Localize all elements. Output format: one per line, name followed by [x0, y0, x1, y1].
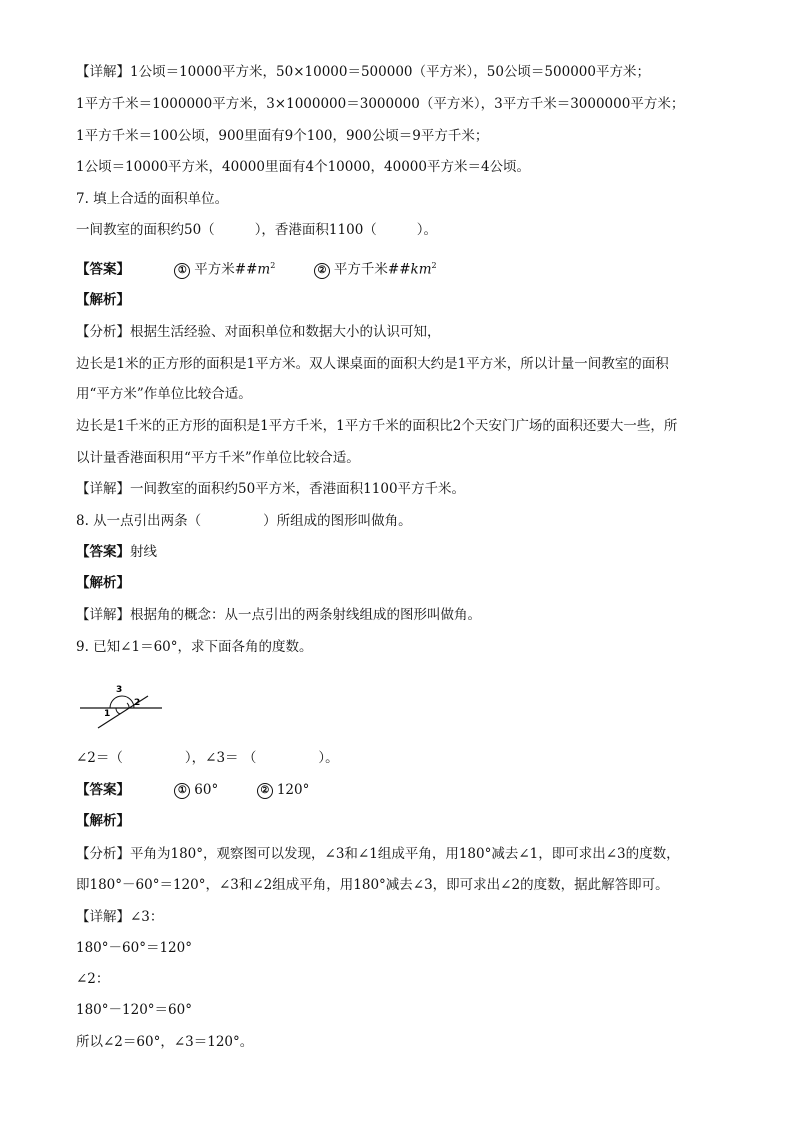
- answer-7: [76, 256, 726, 280]
- analysis-label: 【解析】: [76, 292, 130, 308]
- text-line: 用“平方米”作单位比较合适。: [76, 386, 252, 402]
- circled-number: ②: [314, 263, 330, 279]
- text-line: 【详解】根据角的概念：从一点引出的两条射线组成的图形叫做角。: [76, 607, 481, 623]
- answer-text: 平方米##: [194, 261, 258, 278]
- text-line: 1公顷＝10000平方米，40000里面有4个10000，40000平方米＝4公顷。: [76, 159, 531, 175]
- text: ）。: [318, 750, 339, 766]
- angle-label-3: 3: [116, 685, 123, 695]
- text-line: 边长是1米的正方形的面积是1平方米。双人课桌面的面积大约是1平方米，所以计量一间教室的面积: [76, 356, 669, 372]
- question-7: 7. 填上合适的面积单位。: [76, 191, 229, 207]
- angle-label-1: 1: [104, 709, 111, 719]
- answer-text: 120°: [276, 782, 310, 798]
- text: 8. 从一点引出两条（: [76, 513, 202, 529]
- angle-arc-3: [110, 696, 134, 708]
- answer-text: 射线: [130, 544, 157, 560]
- text-line: 以计量香港面积用“平方千米”作单位比较合适。: [76, 450, 360, 466]
- text-line: 【分析】平角为180°，观察图可以发现，∠3和∠1组成平角，用180°减去∠1，即可求出∠3的度数，: [76, 846, 680, 862]
- unit: m: [257, 261, 271, 278]
- answer-label: 【答案】: [76, 261, 130, 278]
- text: ），香港面积1100（: [254, 222, 377, 238]
- text: ∠2＝（: [76, 750, 123, 766]
- text-line: 【详解】一间教室的面积约50平方米，香港面积1100平方千米。: [76, 481, 466, 497]
- circled-number: ①: [174, 783, 190, 799]
- angle-figure: [78, 680, 178, 730]
- text-line: 180°－120°＝60°: [76, 1002, 192, 1018]
- answer-label: 【答案】: [76, 544, 130, 560]
- text-line: 1平方千米＝100公顷，900里面有9个100，900公顷＝9平方千米；: [76, 128, 489, 144]
- text: 一间教室的面积约50（: [76, 222, 215, 238]
- text-line: 1平方千米＝1000000平方米，3×1000000＝3000000（平方米），3平方千米＝3000000平方米；: [76, 96, 685, 112]
- analysis-label: 【解析】: [76, 575, 130, 591]
- analysis-label: 【解析】: [76, 813, 130, 829]
- answer-8: [76, 542, 726, 562]
- angle-arc-1: [116, 708, 120, 714]
- text-line: 180°－60°＝120°: [76, 940, 192, 956]
- circled-number: ②: [257, 783, 273, 799]
- answer-label: 【答案】: [76, 782, 130, 798]
- text-line: 【详解】∠3：: [76, 909, 164, 925]
- text-line: 【详解】1公顷＝10000平方米，50×10000＝500000（平方米），50公顷＝500000平方米；: [76, 64, 650, 80]
- question-8: [76, 511, 726, 531]
- superscript: 2: [270, 261, 276, 270]
- text: ）所组成的图形叫做角。: [263, 513, 412, 529]
- text-line: 边长是1千米的正方形的面积是1平方千米，1平方千米的面积比2个天安门广场的面积还要大一些，所: [76, 418, 678, 434]
- superscript: 2: [431, 261, 437, 270]
- answer-text: 平方千米##: [333, 261, 411, 278]
- angle-label-2: 2: [134, 698, 141, 708]
- question-7-blanks: [76, 220, 726, 240]
- circled-number: ①: [174, 263, 190, 279]
- text-line: 所以∠2＝60°，∠3＝120°。: [76, 1034, 254, 1050]
- answer-9: [76, 780, 726, 800]
- angle-arc-2: [127, 703, 129, 708]
- text: ）。: [416, 222, 438, 238]
- question-9-blanks: [76, 748, 726, 768]
- text-line: 【分析】根据生活经验、对面积单位和数据大小的认识可知，: [76, 324, 441, 340]
- question-9: 9. 已知∠1＝60°，求下面各角的度数。: [76, 639, 313, 655]
- text-line: ∠2：: [76, 971, 110, 987]
- unit: km: [410, 261, 432, 278]
- answer-text: 60°: [194, 782, 219, 798]
- text: ），∠3＝ （: [184, 750, 257, 766]
- text-line: 即180°－60°＝120°，∠3和∠2组成平角，用180°减去∠3，即可求出∠2的度数，据此解答即可。: [76, 877, 669, 893]
